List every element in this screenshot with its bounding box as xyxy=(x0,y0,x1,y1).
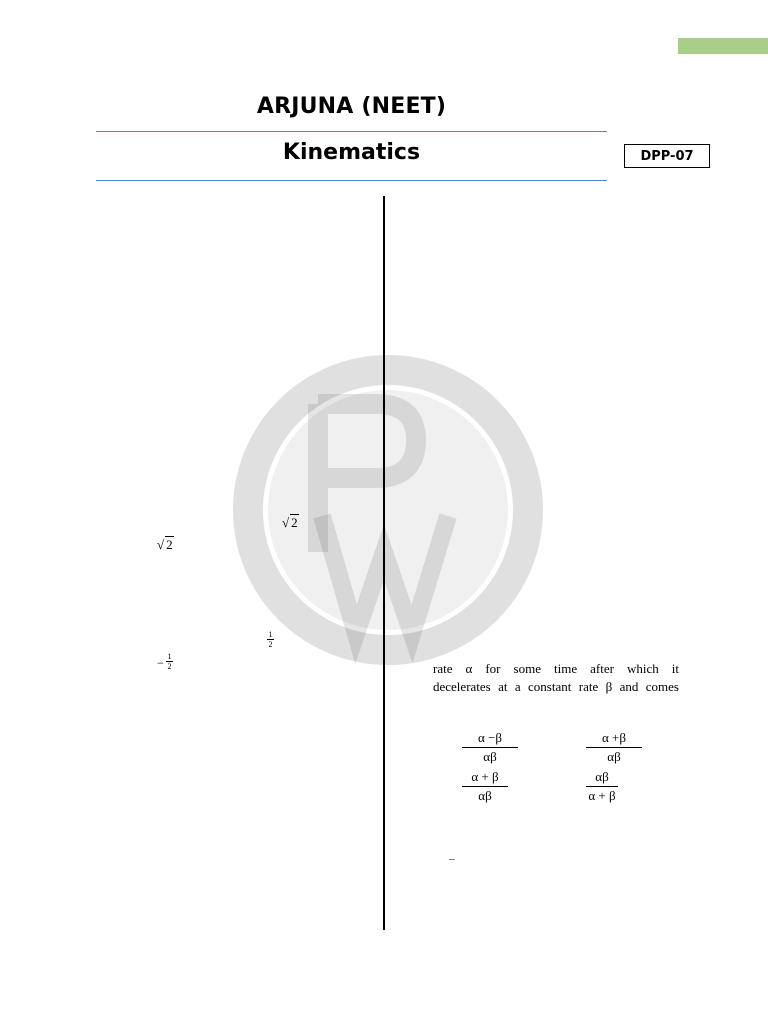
option-1-fraction: α −β αβ xyxy=(462,730,518,765)
fraction-half: 1 2 xyxy=(268,630,273,649)
fraction-negative-half: 1 2 xyxy=(167,652,172,671)
option-3-fraction: α + β αβ xyxy=(462,769,508,804)
sqrt-expression-b: √ 2 xyxy=(157,537,173,552)
negative-sign: − xyxy=(157,656,164,670)
page-title: ARJUNA (NEET) xyxy=(256,94,447,119)
title-rule-top xyxy=(96,131,607,132)
dpp-badge: DPP-07 xyxy=(624,144,710,168)
title-rule-bottom xyxy=(96,180,607,181)
option-4-fraction: αβ α + β xyxy=(586,769,618,804)
sqrt-expression-a: √ 2 xyxy=(282,515,298,530)
stray-dash: – xyxy=(449,853,455,865)
page-corner-tab xyxy=(678,38,768,54)
option-2-fraction: α +β αβ xyxy=(586,730,642,765)
question-text-line-1: rate α for some time after which it xyxy=(433,661,679,676)
pw-watermark-logo xyxy=(226,338,550,682)
question-text-line-2: decelerates at a constant rate β and comes xyxy=(433,679,679,694)
chapter-title: Kinematics xyxy=(282,140,421,165)
